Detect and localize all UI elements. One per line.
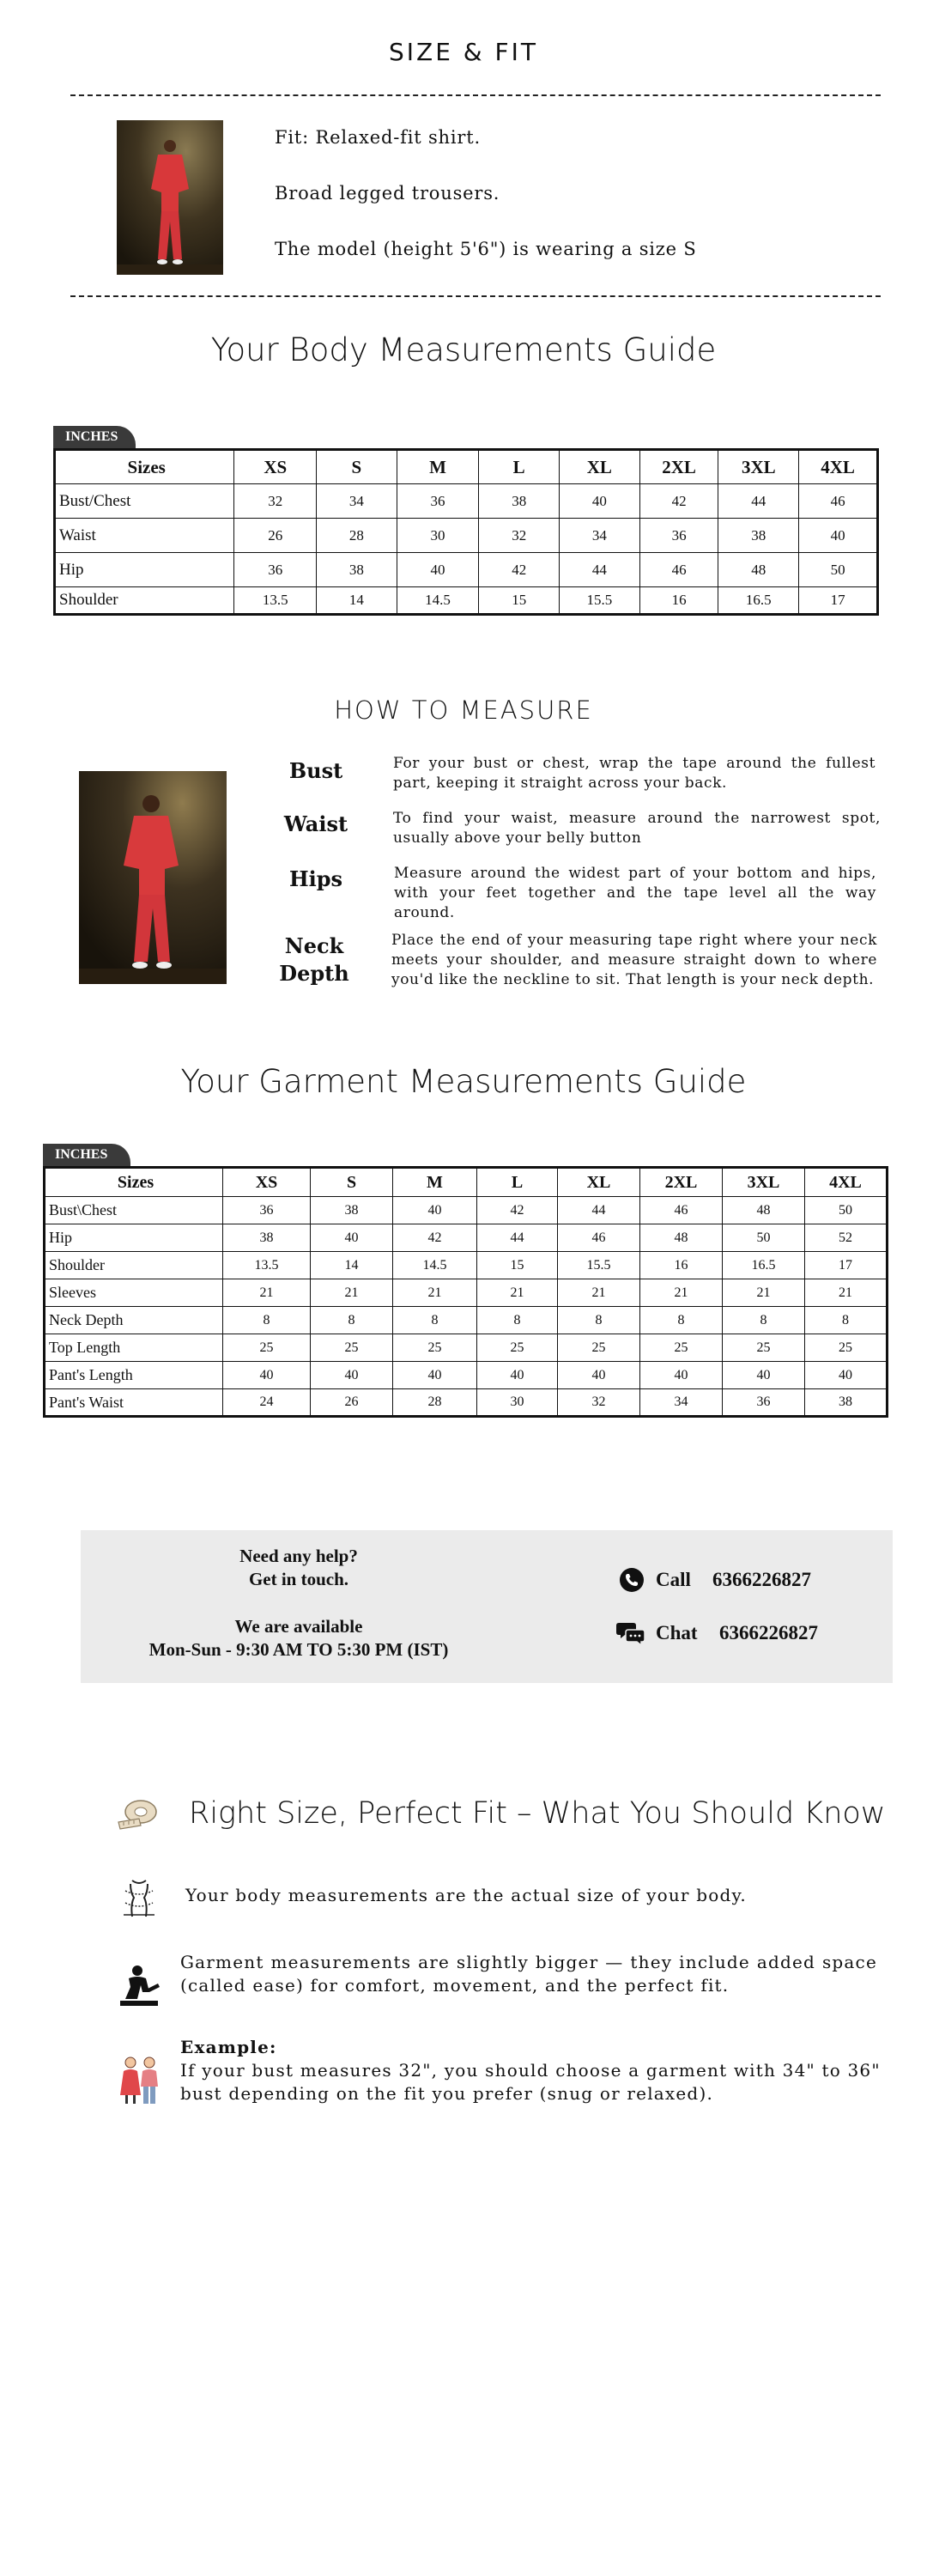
table-cell: 38 (311, 1197, 393, 1224)
table-cell: 42 (393, 1224, 477, 1252)
divider-top (70, 94, 881, 96)
measure-name-neck-depth: Neck Depth (279, 933, 349, 986)
table-cell: 30 (477, 1389, 558, 1417)
call-button[interactable] (620, 1564, 843, 1595)
table-cell: 15.5 (558, 1252, 640, 1279)
example-text: If your bust measures 32", you should choose a garment with 34" to 36" bust depending on the fit you prefer (snug or relaxed). (180, 2060, 881, 2104)
table-cell: 16 (640, 1252, 723, 1279)
table-cell: 36 (723, 1389, 805, 1417)
table-cell: 44 (477, 1224, 558, 1252)
table-cell: 42 (477, 1197, 558, 1224)
table-cell: 28 (393, 1389, 477, 1417)
table-cell: 8 (723, 1307, 805, 1334)
row-label: Hip (45, 1224, 223, 1252)
header-cell: Sizes (55, 450, 234, 484)
table-cell: 38 (317, 553, 397, 587)
fit-info-title: Right Size, Perfect Fit – What You Should Know (189, 1796, 886, 1831)
divider-bottom (70, 295, 881, 297)
chat-number: 6366226827 (719, 1622, 818, 1643)
table-cell: 16.5 (718, 587, 799, 615)
table-cell: 46 (558, 1224, 640, 1252)
fit-line-3: The model (height 5'6") is wearing a size S (275, 239, 697, 259)
table-cell: 44 (558, 1197, 640, 1224)
table-row (45, 1334, 888, 1362)
table-cell: 21 (223, 1279, 311, 1307)
table-cell: 16 (639, 587, 718, 615)
table-cell: 14 (317, 587, 397, 615)
table-cell: 48 (640, 1224, 723, 1252)
measure-desc-neck-depth: Place the end of your measuring tape right where your neck meets your shoulder, and measure straight down to where you'd like the neckline to sit. That length is your neck depth. (391, 932, 877, 988)
measure-desc-bust: For your bust or chest, wrap the tape around the fullest part, keeping it straight across your back. (393, 755, 876, 792)
garment-unit-tab: INCHES (43, 1144, 130, 1166)
table-row (45, 1362, 888, 1389)
table-cell: 25 (558, 1334, 640, 1362)
table-cell: 8 (393, 1307, 477, 1334)
row-label: Bust\Chest (45, 1197, 223, 1224)
body-guide-title: Your Body Measurements Guide (210, 331, 717, 368)
header-cell: M (397, 450, 479, 484)
header-cell: Sizes (45, 1168, 223, 1197)
table-cell: 15.5 (560, 587, 640, 615)
table-cell: 40 (799, 519, 878, 553)
table-cell: 15 (477, 1252, 558, 1279)
measure-name-waist: Waist (283, 811, 348, 836)
table-cell: 38 (479, 484, 560, 519)
chat-label: Chat (656, 1622, 698, 1643)
table-row (55, 484, 878, 519)
header-cell: XS (223, 1168, 311, 1197)
table-cell: 21 (393, 1279, 477, 1307)
table-cell: 40 (311, 1224, 393, 1252)
table-cell: 36 (397, 484, 479, 519)
table-cell: 26 (234, 519, 317, 553)
table-row (45, 1389, 888, 1417)
table-cell: 46 (640, 1197, 723, 1224)
table-cell: 40 (560, 484, 640, 519)
header-cell: L (479, 450, 560, 484)
row-label: Sleeves (45, 1279, 223, 1307)
table-header-row (45, 1168, 888, 1197)
table-cell: 44 (718, 484, 799, 519)
table-header-row (55, 450, 878, 484)
fit-line-2: Broad legged trousers. (275, 183, 500, 204)
table-cell: 38 (223, 1224, 311, 1252)
row-label: Neck Depth (45, 1307, 223, 1334)
table-cell: 36 (639, 519, 718, 553)
table-cell: 46 (639, 553, 718, 587)
table-cell: 8 (640, 1307, 723, 1334)
table-cell: 38 (805, 1389, 888, 1417)
help-line-4: Mon-Sun - 9:30 AM TO 5:30 PM (IST) (148, 1639, 449, 1660)
table-cell: 25 (723, 1334, 805, 1362)
table-cell: 50 (723, 1224, 805, 1252)
table-cell: 13.5 (234, 587, 317, 615)
couple-figures-icon (118, 2056, 163, 2105)
help-line-2: Get in touch. (248, 1569, 349, 1589)
table-cell: 25 (805, 1334, 888, 1362)
table-cell: 14.5 (397, 587, 479, 615)
table-cell: 21 (311, 1279, 393, 1307)
measure-desc-hips: Measure around the widest part of your bottom and hips, with your feet together and the tape level all the way around. (394, 865, 876, 921)
table-cell: 25 (477, 1334, 558, 1362)
garment-guide-title: Your Garment Measurements Guide (180, 1063, 747, 1100)
header-cell: 4XL (805, 1168, 888, 1197)
header-cell: 3XL (723, 1168, 805, 1197)
row-label: Pant's Waist (45, 1389, 223, 1417)
tailor-icon (117, 1963, 161, 2011)
table-cell: 40 (558, 1362, 640, 1389)
table-cell: 42 (639, 484, 718, 519)
fit-point-1: Your body measurements are the actual size of your body. (185, 1885, 747, 1905)
table-row (45, 1279, 888, 1307)
measuring-tape-icon (115, 1796, 160, 1834)
table-cell: 48 (718, 553, 799, 587)
header-cell: 3XL (718, 450, 799, 484)
measure-name-hips: Hips (288, 866, 343, 891)
fit-point-2: Garment measurements are slightly bigger — they include added space (called ease) for comfort, movement, and the perfect fit. (180, 1952, 877, 1996)
table-row (45, 1307, 888, 1334)
header-cell: XL (558, 1168, 640, 1197)
table-row (45, 1224, 888, 1252)
table-cell: 32 (558, 1389, 640, 1417)
table-cell: 25 (223, 1334, 311, 1362)
phone-icon (620, 1568, 644, 1592)
table-cell: 34 (560, 519, 640, 553)
chat-button[interactable] (616, 1618, 865, 1649)
row-label: Waist (55, 519, 234, 553)
body-measurements-table (53, 448, 879, 616)
table-cell: 32 (479, 519, 560, 553)
table-cell: 50 (805, 1197, 888, 1224)
table-cell: 15 (479, 587, 560, 615)
measure-desc-waist: To find your waist, measure around the narrowest spot, usually above your belly button (393, 810, 881, 847)
header-cell: L (477, 1168, 558, 1197)
table-cell: 40 (223, 1362, 311, 1389)
header-cell: 4XL (799, 450, 878, 484)
header-cell: 2XL (639, 450, 718, 484)
table-cell: 8 (558, 1307, 640, 1334)
table-cell: 40 (805, 1362, 888, 1389)
table-cell: 38 (718, 519, 799, 553)
table-row (55, 587, 878, 615)
row-label: Top Length (45, 1334, 223, 1362)
table-cell: 8 (223, 1307, 311, 1334)
table-cell: 21 (640, 1279, 723, 1307)
table-cell: 36 (234, 553, 317, 587)
table-cell: 48 (723, 1197, 805, 1224)
header-cell: XL (560, 450, 640, 484)
table-cell: 8 (311, 1307, 393, 1334)
table-cell: 17 (799, 587, 878, 615)
table-cell: 40 (723, 1362, 805, 1389)
table-cell: 8 (805, 1307, 888, 1334)
table-cell: 14.5 (393, 1252, 477, 1279)
table-row (45, 1252, 888, 1279)
body-unit-tab: INCHES (53, 426, 136, 448)
table-cell: 8 (477, 1307, 558, 1334)
garment-measurements-table (43, 1166, 888, 1418)
size-fit-title: SIZE & FIT (388, 38, 538, 66)
row-label: Hip (55, 553, 234, 587)
body-mannequin-icon (120, 1877, 158, 1920)
model-photo (117, 120, 223, 275)
table-cell: 30 (397, 519, 479, 553)
table-cell: 21 (805, 1279, 888, 1307)
table-cell: 13.5 (223, 1252, 311, 1279)
table-cell: 40 (397, 553, 479, 587)
table-cell: 25 (640, 1334, 723, 1362)
example-label: Example: (180, 2037, 277, 2057)
table-cell: 40 (477, 1362, 558, 1389)
table-cell: 42 (479, 553, 560, 587)
row-label: Shoulder (55, 587, 234, 615)
table-cell: 24 (223, 1389, 311, 1417)
header-cell: S (311, 1168, 393, 1197)
table-cell: 25 (311, 1334, 393, 1362)
table-cell: 32 (234, 484, 317, 519)
table-cell: 36 (223, 1197, 311, 1224)
table-cell: 14 (311, 1252, 393, 1279)
table-row (45, 1197, 888, 1224)
how-to-title: HOW TO MEASURE (334, 696, 593, 725)
chat-icon (616, 1619, 645, 1647)
table-cell: 52 (805, 1224, 888, 1252)
header-cell: S (317, 450, 397, 484)
table-cell: 21 (558, 1279, 640, 1307)
table-cell: 34 (640, 1389, 723, 1417)
table-row (55, 519, 878, 553)
table-cell: 25 (393, 1334, 477, 1362)
table-cell: 46 (799, 484, 878, 519)
header-cell: XS (234, 450, 317, 484)
table-cell: 21 (723, 1279, 805, 1307)
table-cell: 40 (640, 1362, 723, 1389)
measure-name-bust: Bust (288, 758, 343, 783)
help-box (81, 1530, 893, 1683)
table-cell: 28 (317, 519, 397, 553)
header-cell: 2XL (640, 1168, 723, 1197)
row-label: Bust/Chest (55, 484, 234, 519)
help-line-1: Need any help? (239, 1546, 358, 1566)
table-cell: 40 (393, 1197, 477, 1224)
table-cell: 26 (311, 1389, 393, 1417)
table-cell: 34 (317, 484, 397, 519)
table-cell: 44 (560, 553, 640, 587)
table-cell: 40 (311, 1362, 393, 1389)
call-number: 6366226827 (712, 1569, 811, 1590)
table-row (55, 553, 878, 587)
model-photo-how-to (79, 771, 227, 984)
table-cell: 50 (799, 553, 878, 587)
help-line-3: We are available (234, 1616, 363, 1637)
row-label: Pant's Length (45, 1362, 223, 1389)
header-cell: M (393, 1168, 477, 1197)
table-cell: 16.5 (723, 1252, 805, 1279)
table-cell: 40 (393, 1362, 477, 1389)
fit-line-1: Fit: Relaxed-fit shirt. (275, 127, 481, 148)
row-label: Shoulder (45, 1252, 223, 1279)
table-cell: 17 (805, 1252, 888, 1279)
call-label: Call (656, 1569, 691, 1590)
table-cell: 21 (477, 1279, 558, 1307)
